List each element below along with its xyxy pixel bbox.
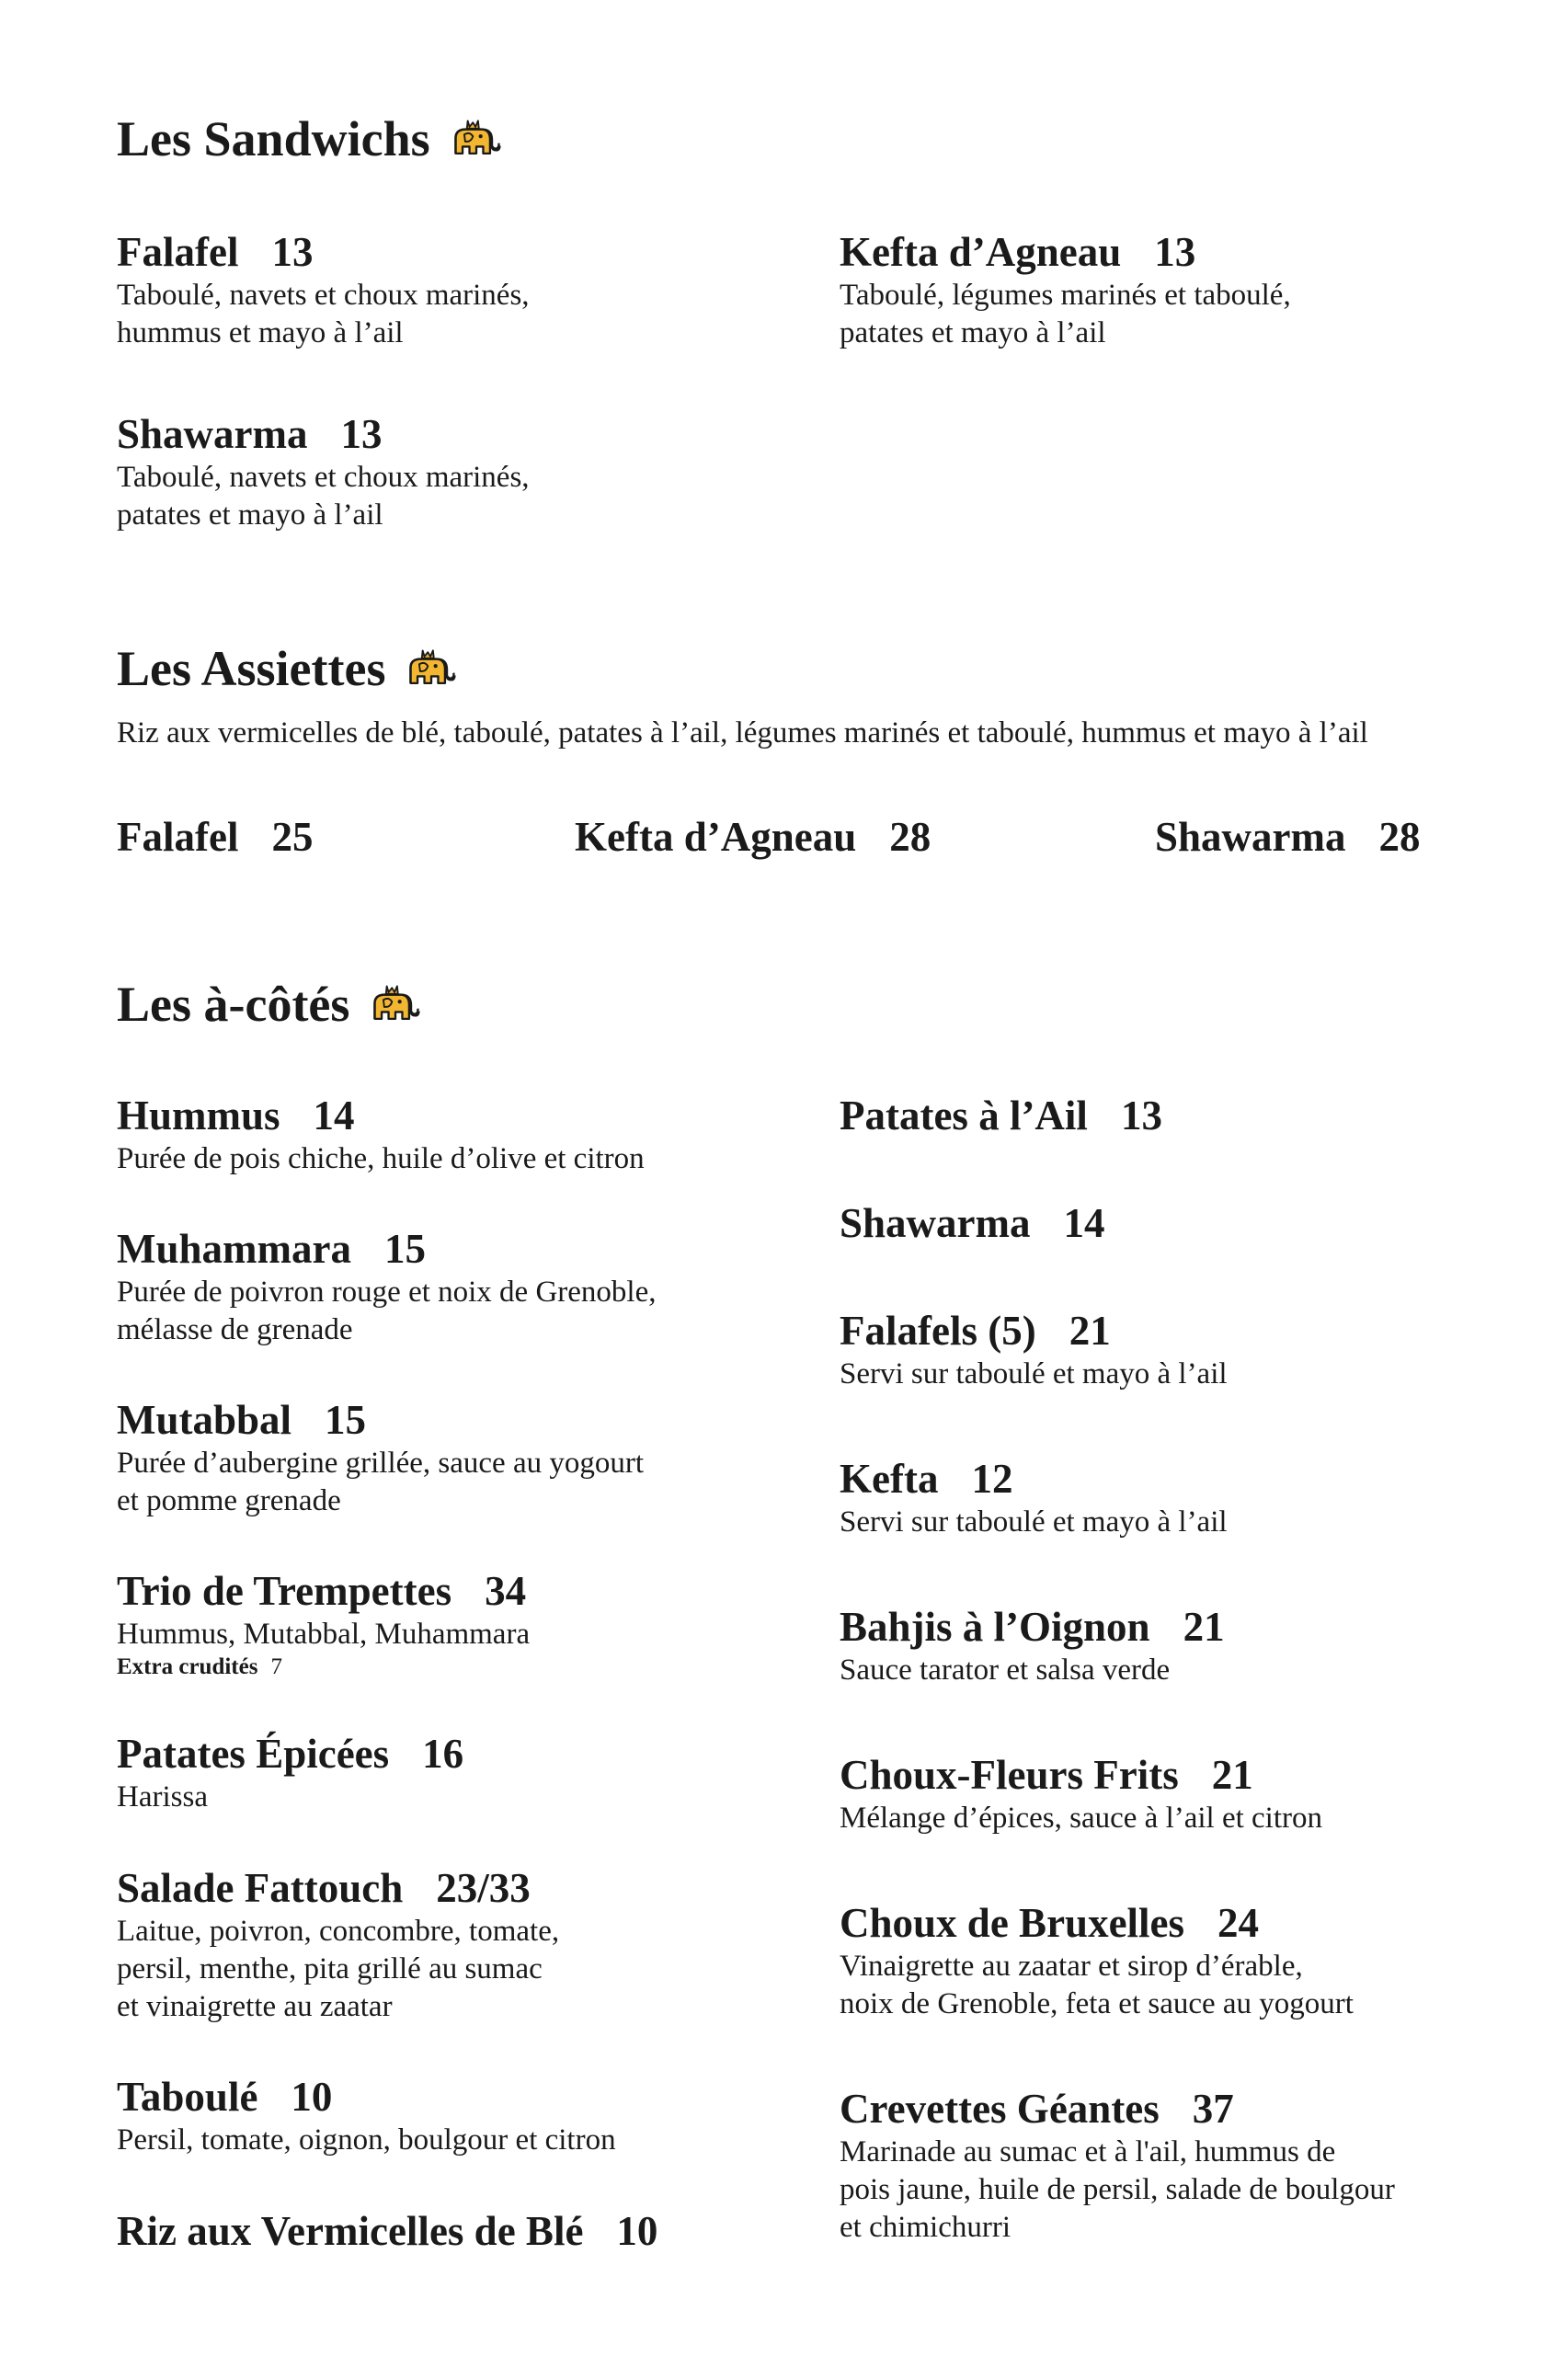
item-name: Falafel	[117, 814, 239, 860]
menu-item-trio-trempettes	[117, 1568, 531, 1681]
item-head	[117, 2074, 616, 2120]
item-name: Taboulé	[117, 2074, 258, 2120]
item-description: Taboulé, navets et choux marinés, hummus et mayo à l’ail	[117, 279, 530, 349]
item-name: Hummus	[117, 1093, 280, 1139]
item-head	[117, 1226, 657, 1272]
item-price: 10	[291, 2074, 333, 2120]
extra-price: 7	[270, 1654, 282, 1679]
item-price: 13	[1154, 229, 1196, 275]
section-title-sandwichs	[117, 111, 502, 166]
item-description: Persil, tomate, oignon, boulgour et citron	[117, 2123, 616, 2157]
item-name: Patates Épicées	[117, 1731, 390, 1777]
menu-item-sandwich-shawarma	[117, 411, 530, 534]
menu-item-crevettes	[840, 2088, 1395, 2247]
item-price: 25	[271, 814, 314, 860]
item-head	[117, 1397, 644, 1443]
item-name: Falafel	[117, 229, 239, 275]
assiettes-subtitle: Riz aux vermicelles de blé, taboulé, patates à l’ail, légumes marinés et taboulé, hummus et mayo à l’ail	[117, 716, 1368, 749]
item-description: Taboulé, légumes marinés et taboulé, patates et mayo à l’ail	[840, 279, 1291, 349]
menu-item-mutabbal	[117, 1397, 645, 1520]
item-price: 34	[485, 1568, 527, 1614]
item-description: Purée d’aubergine grillée, sauce au yogourt et pomme grenade	[117, 1447, 645, 1517]
item-price: 15	[383, 1226, 426, 1272]
item-name: Shawarma	[117, 411, 308, 457]
item-description: Mélange d’épices, sauce à l’ail et citron	[840, 1802, 1323, 1835]
item-name: Shawarma	[1155, 814, 1346, 860]
item-price: 15	[325, 1397, 367, 1443]
item-price: 16	[422, 1731, 464, 1777]
item-price: 24	[1217, 1900, 1260, 1946]
menu-item-choux-fleurs	[840, 1752, 1323, 1837]
menu-item-salade-fattouch	[117, 1865, 560, 2026]
item-head	[117, 1865, 559, 1911]
menu-item-patates-ail	[840, 1095, 1162, 1137]
item-price: 12	[971, 1456, 1013, 1502]
item-name: Muhammara	[117, 1226, 351, 1272]
crowned-elephant-icon	[451, 119, 502, 159]
item-description: Marinade au sumac et à l'ail, hummus de pois jaune, huile de persil, salade de boulgour et chimichurri	[840, 2135, 1395, 2244]
item-extra	[117, 1653, 530, 1681]
item-description: Purée de pois chiche, huile d’olive et citron	[117, 1142, 645, 1175]
extra-label: Extra crudités	[117, 1654, 258, 1679]
menu-item-riz-vermicelles	[117, 2208, 658, 2254]
menu-item-muhammara	[117, 1226, 657, 1349]
item-name: Bahjis à l’Oignon	[840, 1604, 1150, 1650]
item-head	[117, 1568, 530, 1614]
item-name: Kefta	[840, 1456, 939, 1502]
menu-item-patates-epicees	[117, 1731, 464, 1816]
item-head	[840, 1310, 1228, 1352]
item-price: 13	[271, 229, 314, 275]
menu-item-assiette-kefta	[575, 814, 932, 860]
item-price: 14	[313, 1093, 355, 1139]
item-head	[117, 411, 530, 457]
menu-item-assiette-shawarma	[1155, 814, 1421, 860]
item-description: Vinaigrette au zaatar et sirop d’érable, noix de Grenoble, feta et sauce au yogourt	[840, 1950, 1354, 2020]
item-head	[117, 1731, 464, 1777]
item-head	[840, 1900, 1354, 1946]
item-name: Riz aux Vermicelles de Blé	[117, 2208, 584, 2254]
menu-item-taboule	[117, 2074, 616, 2159]
item-price: 21	[1211, 1752, 1253, 1798]
item-price: 37	[1192, 2086, 1234, 2132]
menu-item-bahjis	[840, 1604, 1225, 1689]
item-price: 14	[1063, 1200, 1105, 1246]
item-head	[117, 1095, 645, 1137]
item-price: 21	[1069, 1308, 1111, 1354]
item-name: Choux de Bruxelles	[840, 1900, 1185, 1946]
item-description: Taboulé, navets et choux marinés, patates et mayo à l’ail	[117, 461, 530, 532]
menu-item-shawarma-side	[840, 1200, 1105, 1246]
item-head	[840, 1604, 1225, 1650]
item-price: 13	[340, 411, 383, 457]
item-description: Harissa	[117, 1780, 208, 1814]
item-name: Kefta d’Agneau	[575, 814, 857, 860]
section-title-acotes	[117, 977, 421, 1032]
item-description: Laitue, poivron, concombre, tomate, persil, menthe, pita grillé au sumac et vinaigrette au zaatar	[117, 1915, 560, 2023]
item-price: 28	[1378, 814, 1421, 860]
item-price: 21	[1183, 1604, 1225, 1650]
item-head	[117, 229, 530, 275]
item-name: Choux-Fleurs Frits	[840, 1752, 1179, 1798]
menu-item-kefta-side	[840, 1456, 1228, 1541]
section-title-text: Les Sandwichs	[117, 111, 430, 166]
crowned-elephant-icon	[406, 648, 457, 689]
menu-item-sandwich-kefta	[840, 229, 1291, 352]
item-name: Shawarma	[840, 1200, 1031, 1246]
item-description: Purée de poivron rouge et noix de Grenoble, mélasse de grenade	[117, 1276, 657, 1346]
menu-item-hummus	[117, 1095, 645, 1178]
item-name: Crevettes Géantes	[840, 2086, 1160, 2132]
item-head	[840, 1752, 1322, 1798]
menu-item-assiette-falafel	[117, 814, 314, 860]
item-description: Hummus, Mutabbal, Muhammara	[117, 1618, 531, 1651]
item-price: 13	[1120, 1093, 1162, 1139]
menu-item-falafels	[840, 1310, 1228, 1393]
item-head	[840, 229, 1291, 275]
item-price: 10	[616, 2208, 658, 2254]
menu-item-choux-bruxelles	[840, 1900, 1354, 2023]
item-name: Falafels (5)	[840, 1308, 1036, 1354]
item-price: 28	[889, 814, 932, 860]
crowned-elephant-icon	[370, 984, 421, 1024]
item-description: Servi sur taboulé et mayo à l’ail	[840, 1505, 1228, 1539]
item-head	[840, 1456, 1228, 1502]
menu-item-sandwich-falafel	[117, 229, 530, 352]
item-name: Salade Fattouch	[117, 1865, 404, 1911]
section-title-assiettes	[117, 641, 457, 696]
item-price: 23/33	[436, 1865, 531, 1911]
item-description: Servi sur taboulé et mayo à l’ail	[840, 1357, 1228, 1390]
item-name: Kefta d’Agneau	[840, 229, 1122, 275]
item-head	[840, 2088, 1395, 2130]
item-name: Mutabbal	[117, 1397, 292, 1443]
item-name: Trio de Trempettes	[117, 1568, 452, 1614]
section-title-text: Les à-côtés	[117, 977, 350, 1032]
item-description: Sauce tarator et salsa verde	[840, 1653, 1171, 1687]
section-title-text: Les Assiettes	[117, 641, 386, 696]
item-name: Patates à l’Ail	[840, 1093, 1088, 1139]
